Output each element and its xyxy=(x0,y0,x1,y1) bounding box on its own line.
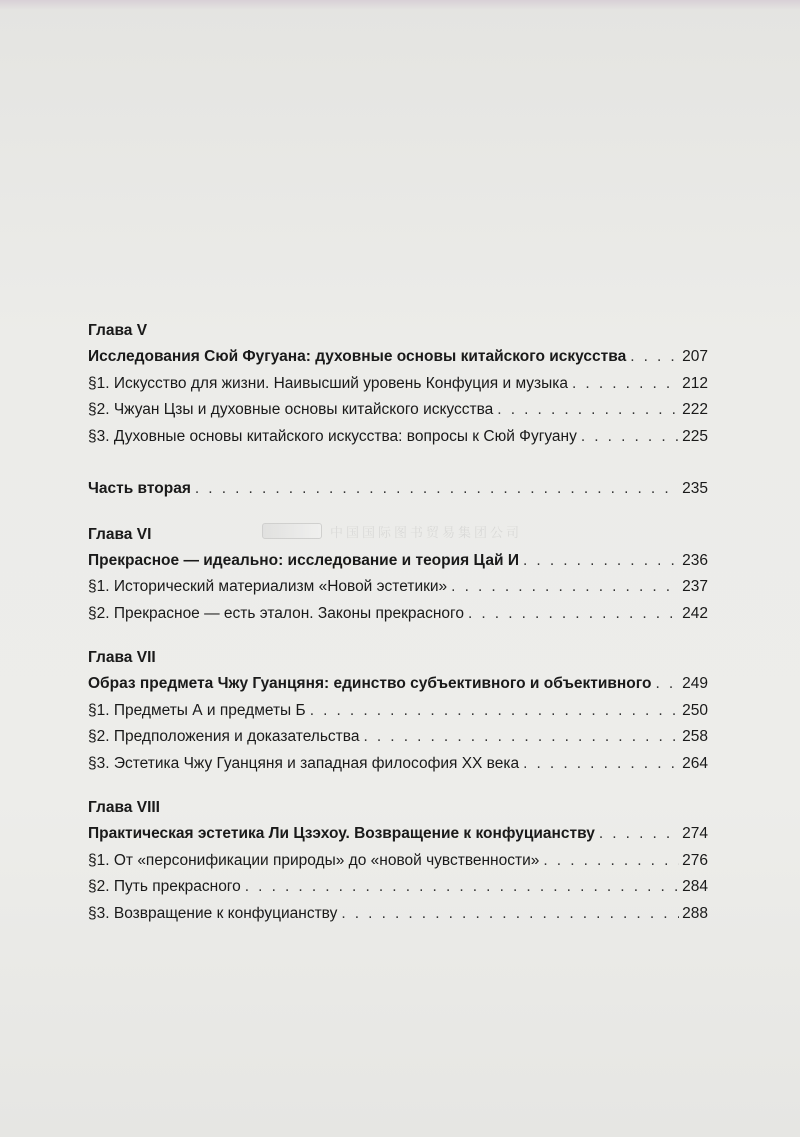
toc-entry-section xyxy=(88,601,708,628)
watermark-text: 中国国际图书贸易集团公司 xyxy=(330,525,523,541)
dot-leader xyxy=(630,344,679,371)
dot-leader xyxy=(451,574,679,601)
spacer xyxy=(88,450,708,476)
toc-entry-title: §2. Предположения и доказательства xyxy=(88,728,360,745)
dot-leader xyxy=(310,698,679,725)
toc-entry-section xyxy=(88,848,708,875)
dot-leader xyxy=(655,671,679,698)
toc-page-number: 207 xyxy=(682,348,708,365)
toc-page-number: 212 xyxy=(682,374,708,392)
toc-entry-section xyxy=(88,424,708,451)
toc-page-number: 225 xyxy=(682,427,708,445)
toc-entry-title: §2. Путь прекрасного xyxy=(88,878,241,895)
dot-leader xyxy=(245,874,679,901)
toc-entry-title: Практическая эстетика Ли Цзэхоу. Возвращение к конфуцианству xyxy=(88,825,595,842)
toc-page-number: 250 xyxy=(682,701,708,719)
toc-entry-part xyxy=(88,476,708,503)
dot-leader xyxy=(468,601,679,628)
toc-page-number: 237 xyxy=(682,578,708,595)
toc-entry-section xyxy=(88,698,708,725)
toc-page-number: 264 xyxy=(682,754,708,772)
toc-entry-section xyxy=(88,724,708,751)
toc-entry-title: §1. Предметы А и предметы Б xyxy=(88,701,306,719)
toc-entry-title: §3. Возвращение к конфуцианству xyxy=(88,904,338,922)
dot-leader xyxy=(195,476,679,503)
toc-entry-title: §2. Чжуан Цзы и духовные основы китайского искусства xyxy=(88,401,494,418)
toc-page-number: 235 xyxy=(682,480,708,497)
dot-leader xyxy=(497,397,679,424)
toc-page-number: 274 xyxy=(682,825,708,842)
toc-entry-title: §2. Прекрасное — есть эталон. Законы прекрасного xyxy=(88,604,464,622)
toc-entry-section xyxy=(88,397,708,424)
chapter-heading: Глава VII xyxy=(88,649,156,666)
chapter-heading: Глава V xyxy=(88,322,148,339)
toc-entry-chapter-title xyxy=(88,344,708,371)
toc-entry-chapter-title xyxy=(88,671,708,698)
toc-page-number: 276 xyxy=(682,851,708,869)
toc-entry-section xyxy=(88,371,708,398)
dot-leader xyxy=(599,821,679,848)
toc-page-number: 236 xyxy=(682,551,708,569)
toc-page-number: 258 xyxy=(682,728,708,745)
dot-leader xyxy=(363,724,679,751)
toc-entry-title: Исследования Сюй Фугуана: духовные основы китайского искусства xyxy=(88,348,627,365)
chapter-heading: Глава VI xyxy=(88,525,152,543)
dot-leader xyxy=(581,424,679,451)
toc-entry-section xyxy=(88,751,708,778)
dot-leader xyxy=(523,548,679,575)
toc-entry-title: Образ предмета Чжу Гуанцяня: единство субъективного и объективного xyxy=(88,675,652,692)
toc-entry-section xyxy=(88,901,708,928)
toc-page-number: 249 xyxy=(682,675,708,692)
toc-entry-title: §1. Исторический материализм «Новой эстетики» xyxy=(88,578,448,595)
toc-entry-title: Прекрасное — идеально: исследование и теория Цай И xyxy=(88,551,519,569)
toc-entry-section xyxy=(88,574,708,601)
dot-leader xyxy=(572,371,679,398)
toc-page-number: 222 xyxy=(682,401,708,418)
toc-entry-chapter-title xyxy=(88,821,708,848)
spacer xyxy=(88,777,708,795)
chapter-heading: Глава VIII xyxy=(88,799,160,816)
table-of-contents xyxy=(88,318,708,927)
toc-page-number: 284 xyxy=(682,878,708,895)
toc-entry-title: Часть вторая xyxy=(88,480,191,497)
dot-leader xyxy=(341,901,679,928)
page-top-edge xyxy=(0,0,800,10)
toc-page-number: 288 xyxy=(682,904,708,922)
toc-entry-chapter-title xyxy=(88,548,708,575)
toc-entry-title: §1. Искусство для жизни. Наивысший уровень Конфуция и музыка xyxy=(88,374,569,392)
spacer xyxy=(88,627,708,645)
toc-entry-title: §3. Духовные основы китайского искусства: вопросы к Сюй Фугуану xyxy=(88,427,577,445)
dot-leader xyxy=(543,848,679,875)
toc-entry-title: §1. От «персонификации природы» до «новой чувственности» xyxy=(88,851,540,869)
dot-leader xyxy=(523,751,679,778)
toc-entry-section xyxy=(88,874,708,901)
toc-page-number: 242 xyxy=(682,604,708,622)
toc-entry-title: §3. Эстетика Чжу Гуанцяня и западная философия XX века xyxy=(88,754,520,772)
spacer xyxy=(88,503,708,522)
